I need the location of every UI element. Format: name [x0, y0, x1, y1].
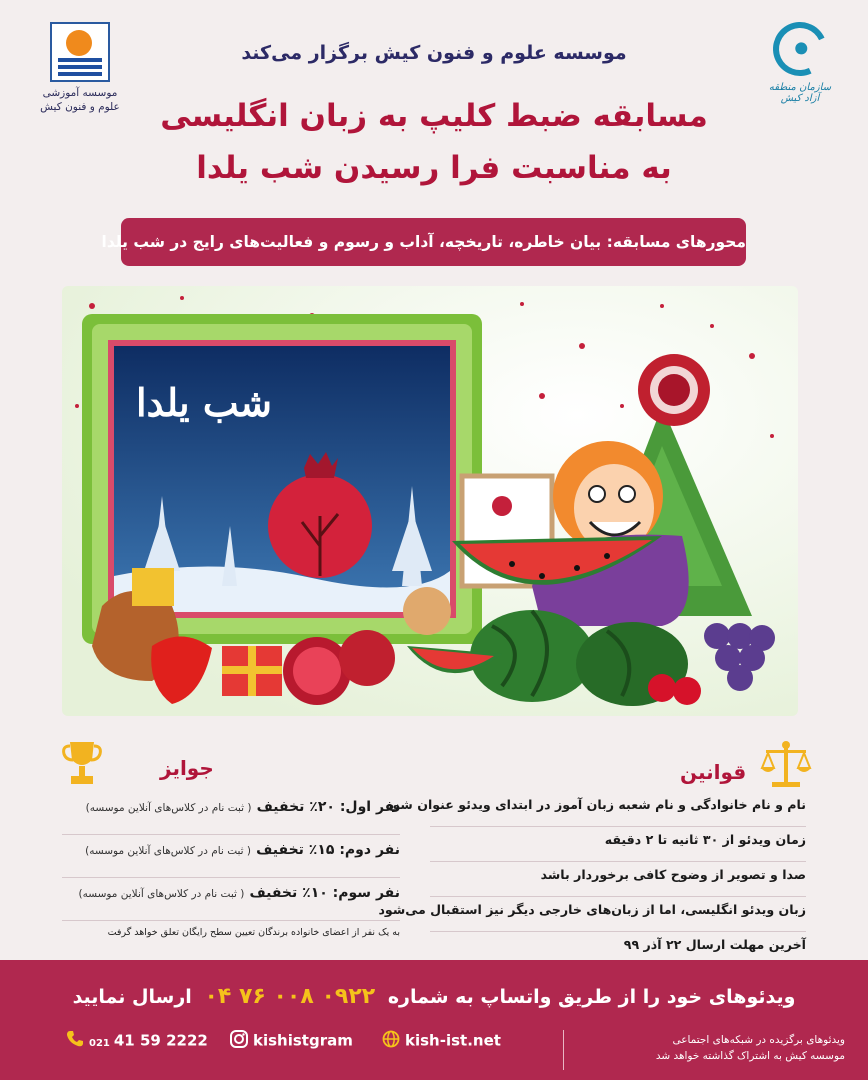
share-note [575, 1032, 845, 1064]
phone-number: 41 59 2222 [113, 1031, 208, 1050]
scales-icon [760, 740, 812, 790]
phone-contact[interactable] [66, 1030, 208, 1052]
contact-row [0, 1030, 868, 1070]
calligraphy-text: شب یلدا [135, 380, 272, 425]
instagram-icon [230, 1030, 248, 1052]
phone-icon [66, 1030, 84, 1052]
kish-institute-logo-text-1: موسسه آموزشی [42, 87, 118, 99]
prizes-list [62, 792, 400, 938]
rules-title: قوانین [680, 760, 747, 784]
prize-item [62, 835, 400, 878]
rule-item: آخرین مهلت ارسال ۲۲ آذر ۹۹ [623, 937, 806, 952]
prizes-footnote: به یک نفر از اعضای خانواده برندگان تعیین سطح رایگان تعلق خواهد گرفت [107, 927, 400, 938]
whatsapp-number[interactable]: ۰۹۲۲ ۰۰۸ ۷۶ ۰۴ [204, 984, 376, 1009]
prize-note: ( ثبت نام در کلاس‌های آنلاین موسسه) [85, 802, 252, 814]
rule-item: زمان ویدئو از ۳۰ ثانیه تا ۲ دقیقه [430, 827, 806, 862]
website-url: kish-ist.net [405, 1031, 501, 1050]
share-note-line2: موسسه کیش به اشتراک گذاشته خواهد شد [655, 1050, 845, 1062]
page-title-line1: مسابقه ضبط کلیپ به زبان انگلیسی [160, 98, 708, 134]
instagram-contact[interactable] [230, 1030, 353, 1052]
rule-item: زبان ویدئو انگلیسی، اما از زبان‌های خارجی دیگر نیز استقبال می‌شود [430, 897, 806, 932]
kish-free-zone-logo-text: سازمان منطقه آزاد کیش [768, 82, 832, 104]
share-note-line1: ویدئوهای برگزیده در شبکه‌های اجتماعی [672, 1034, 845, 1046]
kish-institute-logo-text-2: علوم و فنون کیش [40, 101, 120, 113]
prize-note: ( ثبت نام در کلاس‌های آنلاین موسسه) [78, 888, 245, 900]
whatsapp-cta [0, 984, 868, 1009]
cta-text-after: ارسال نمایید [72, 986, 192, 1008]
cta-text-before: ویدئوهای خود را از طریق واتساپ به شماره [387, 986, 796, 1008]
website-contact[interactable] [382, 1030, 501, 1052]
phone-code: 021 [89, 1037, 110, 1049]
rule-item: نام و نام خانوادگی و نام شعبه زبان آموز در ابتدای ویدئو عنوان شود [430, 792, 806, 827]
page-title-line2: به مناسبت فرا رسیدن شب یلدا [196, 150, 672, 186]
prize-item [62, 792, 400, 835]
prize-item [62, 878, 400, 921]
prize-main: نفر اول: ۲۰٪ تخفیف [256, 799, 400, 815]
prize-note: ( ثبت نام در کلاس‌های آنلاین موسسه) [85, 845, 252, 857]
prize-main: نفر سوم: ۱۰٪ تخفیف [249, 885, 400, 901]
footer-bar [0, 960, 868, 1080]
prize-main: نفر دوم: ۱۵٪ تخفیف [256, 842, 400, 858]
trophy-icon [62, 738, 102, 788]
rule-item: صدا و تصویر از وضوح کافی برخوردار باشد [430, 862, 806, 897]
rules-list [378, 792, 806, 966]
presenter-line: موسسه علوم و فنون کیش برگزار می‌کند [241, 42, 627, 64]
instagram-handle: kishistgram [253, 1031, 353, 1050]
prizes-title: جوایز [160, 756, 214, 780]
globe-icon [382, 1030, 400, 1052]
contest-topics-banner: محورهای مسابقه: بیان خاطره، تاریخچه، آداب و رسوم و فعالیت‌های رایج در شب یلدا [121, 218, 746, 266]
yalda-night-illustration [62, 286, 798, 716]
footer-divider [563, 1030, 564, 1070]
